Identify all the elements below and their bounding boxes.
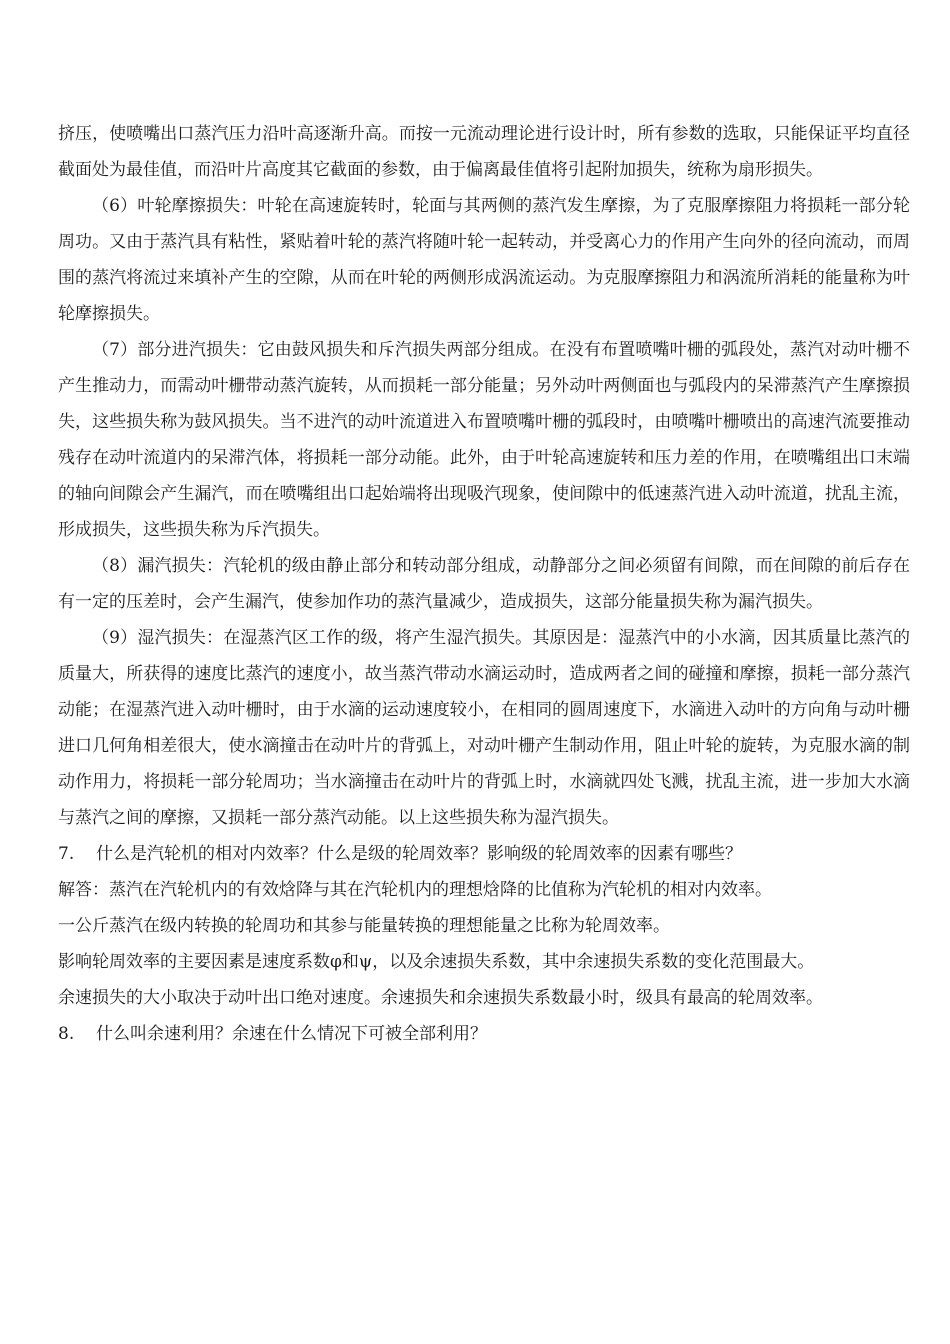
paragraph-fan-loss-continued: 挤压，使喷嘴出口蒸汽压力沿叶高逐渐升高。而按一元流动理论进行设计时，所有参数的选取，只能保证平均直径截面处为最佳值，而沿叶片高度其它截面的参数，由于偏离最佳值将引起附加损失，统称为扇形损失。	[58, 124, 910, 180]
answer-line-3: 影响轮周效率的主要因素是速度系数φ和ψ，以及余速损失系数，其中余速损失系数的变化范围最大。	[58, 952, 815, 972]
paragraph-partial-admission-loss: （7）部分进汽损失：它由鼓风损失和斥汽损失两部分组成。在没有布置喷嘴叶栅的弧段处，蒸汽对动叶栅不产生推动力，而需动叶栅带动蒸汽旋转，从而损耗一部分能量；另外动叶两侧面也与弧段内的呆滞蒸汽产生摩擦损失，这些损失称为鼓风损失。当不进汽的动叶流道进入布置喷嘴叶栅的弧段时，由喷嘴叶栅喷出的高速汽流要推动残存在动叶流道内的呆滞汽体，将损耗一部分动能。此外，由于叶轮高速旋转和压力差的作用，在喷嘴组出口末端的轴向间隙会产生漏汽，而在喷嘴组出口起始端将出现吸汽现象，使间隙中的低速蒸汽进入动叶流道，扰乱主流，形成损失，这些损失称为斥汽损失。	[58, 340, 910, 540]
question-7	[58, 836, 910, 872]
answer-line-4: 余速损失的大小取决于动叶出口绝对速度。余速损失和余速损失系数最小时，级具有最高的轮周效率。	[58, 988, 823, 1008]
paragraph-leakage-loss: （8）漏汽损失：汽轮机的级由静止部分和转动部分组成，动静部分之间必须留有间隙，而在间隙的前后存在有一定的压差时，会产生漏汽，使参加作功的蒸汽量减少，造成损失，这部分能量损失称为漏汽损失。	[58, 556, 910, 612]
question-8	[58, 1016, 910, 1052]
paragraph-impeller-friction-loss: （6）叶轮摩擦损失：叶轮在高速旋转时，轮面与其两侧的蒸汽发生摩擦，为了克服摩擦阻力将损耗一部分轮周功。又由于蒸汽具有粘性，紧贴着叶轮的蒸汽将随叶轮一起转动，并受离心力的作用产生向外的径向流动，而周围的蒸汽将流过来填补产生的空隙，从而在叶轮的两侧形成涡流运动。为克服摩擦阻力和涡流所消耗的能量称为叶轮摩擦损失。	[58, 196, 910, 324]
paragraph-wet-steam-loss: （9）湿汽损失：在湿蒸汽区工作的级，将产生湿汽损失。其原因是：湿蒸汽中的小水滴，因其质量比蒸汽的质量大，所获得的速度比蒸汽的速度小，故当蒸汽带动水滴运动时，造成两者之间的碰撞和摩擦，损耗一部分蒸汽动能；在湿蒸汽进入动叶栅时，由于水滴的运动速度较小，在相同的圆周速度下，水滴进入动叶的方向角与动叶栅进口几何角相差很大，使水滴撞击在动叶片的背弧上，对动叶栅产生制动作用，阻止叶轮的旋转，为克服水滴的制动作用力，将损耗一部分轮周功；当水滴撞击在动叶片的背弧上时，水滴就四处飞溅，扰乱主流，进一步加大水滴与蒸汽之间的摩擦，又损耗一部分蒸汽动能。以上这些损失称为湿汽损失。	[58, 628, 910, 828]
question-7-number: 7.	[58, 844, 75, 864]
question-8-number: 8.	[58, 1024, 75, 1044]
question-8-text: 什么叫余速利用？余速在什么情况下可被全部利用？	[96, 1024, 487, 1044]
document-page	[58, 116, 910, 1052]
answer-line-2: 一公斤蒸汽在级内转换的轮周功和其参与能量转换的理想能量之比称为轮周效率。	[58, 916, 670, 936]
answer-line-1: 解答：蒸汽在汽轮机内的有效焓降与其在汽轮机内的理想焓降的比值称为汽轮机的相对内效率。	[58, 880, 772, 900]
question-7-text: 什么是汽轮机的相对内效率？什么是级的轮周效率？影响级的轮周效率的因素有哪些？	[96, 844, 742, 864]
